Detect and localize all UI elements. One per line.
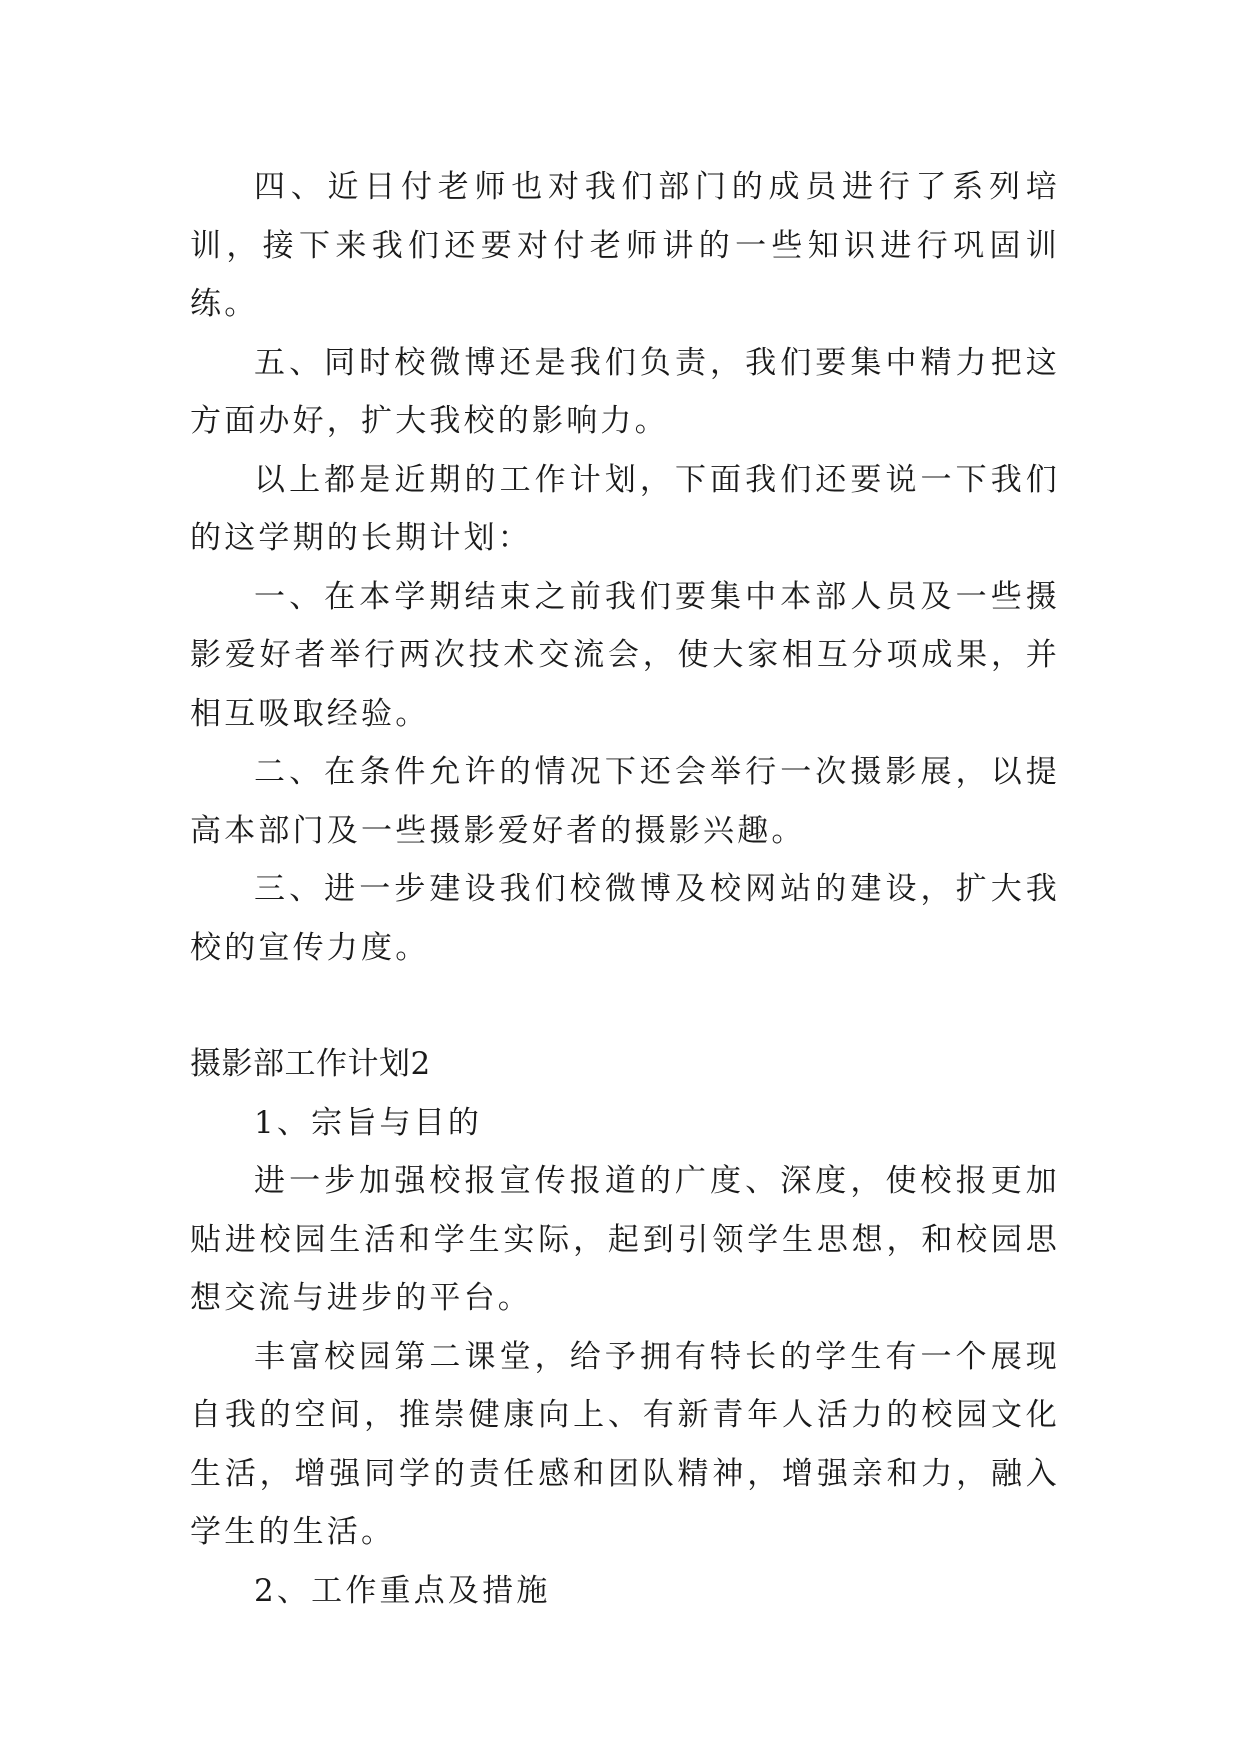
paragraph-long-term-three: 三、进一步建设我们校微博及校网站的建设，扩大我校的宣传力度。 (190, 871, 1060, 966)
paragraph-long-term-one: 一、在本学期结束之前我们要集中本部人员及一些摄影爱好者举行两次技术交流会，使大家相互分项成果，并相互吸取经验。 (190, 578, 1060, 732)
paragraph-item-four: 四、近日付老师也对我们部门的成员进行了系列培训，接下来我们还要对付老师讲的一些知识进行巩固训练。 (190, 169, 1060, 322)
paragraph-item-five: 五、同时校微博还是我们负责，我们要集中精力把这方面办好，扩大我校的影响力。 (190, 344, 1060, 439)
document-body (190, 158, 1060, 1620)
subheading-purpose: 1、宗旨与目的 (254, 1104, 483, 1141)
paragraph-purpose-two: 丰富校园第二课堂，给予拥有特长的学生有一个展现自我的空间，推崇健康向上、有新青年人活力的校园文化生活，增强同学的责任感和团队精神，增强亲和力，融入学生的生活。 (190, 1338, 1060, 1550)
section-spacer (190, 977, 1060, 1035)
paragraph-long-term-two: 二、在条件允许的情况下还会举行一次摄影展，以提高本部门及一些摄影爱好者的摄影兴趣。 (190, 754, 1060, 849)
paragraph-purpose-one: 进一步加强校报宣传报道的广度、深度，使校报更加贴进校园生活和学生实际，起到引领学生思想，和校园思想交流与进步的平台。 (190, 1163, 1060, 1316)
subheading-key-work: 2、工作重点及措施 (254, 1572, 551, 1609)
section-title: 摄影部工作计划2 (190, 1046, 431, 1082)
paragraph-long-term-intro: 以上都是近期的工作计划，下面我们还要说一下我们的这学期的长期计划： (190, 461, 1060, 556)
